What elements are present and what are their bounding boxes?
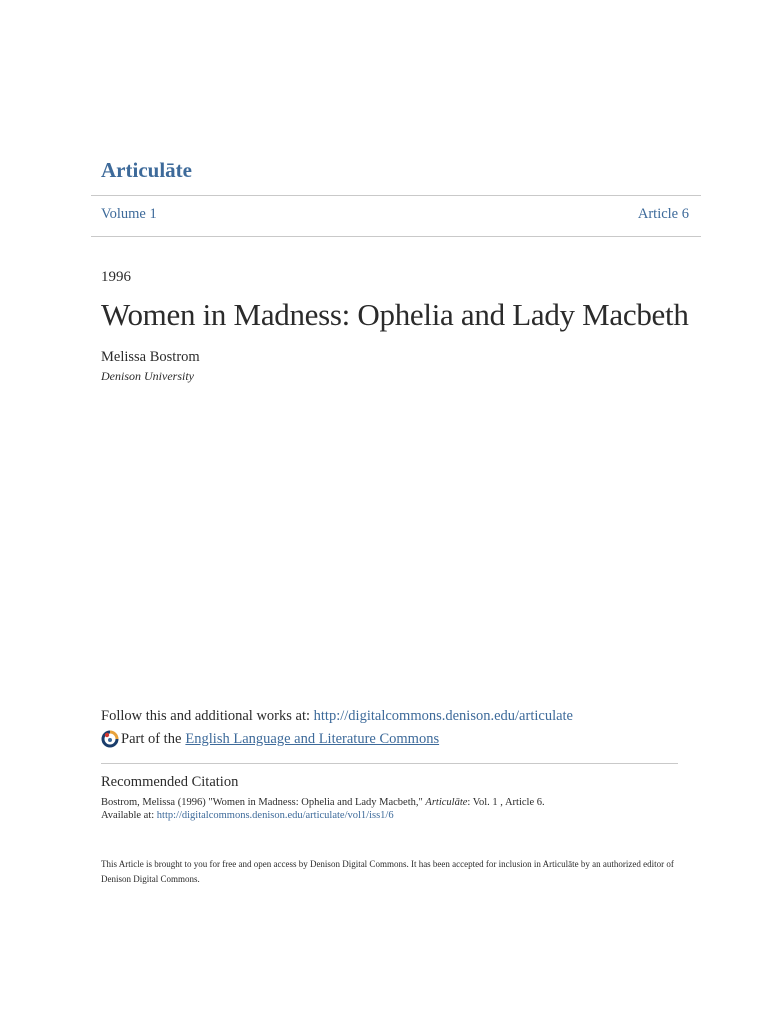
citation-journal: Articulāte [425,797,468,808]
follow-prefix: Follow this and additional works at: [101,708,314,724]
available-url-link[interactable]: http://digitalcommons.denison.edu/articulate/vol1/iss1/6 [156,810,394,821]
available-label: Available at: [101,810,157,821]
journal-title-link[interactable]: Articulāte [101,158,192,182]
access-statement: This Article is brought to you for free and open access by Denison Digital Commons. It has been accepted for inclusion in Articulāte by an authorized editor of Denison Digital Commons. [101,859,674,884]
author-name: Melissa Bostrom [101,349,200,365]
part-of-line [101,730,439,748]
author-institution: Denison University [101,369,194,383]
citation-text-after: : Vol. 1 , Article 6. [467,797,545,808]
publication-year: 1996 [101,269,131,285]
citation-text-before: Bostrom, Melissa (1996) "Women in Madness: Ophelia and Lady Macbeth," [101,797,426,808]
follow-url-link[interactable]: http://digitalcommons.denison.edu/articulate [313,708,573,724]
header-divider-top [91,195,701,196]
volume-link[interactable]: Volume 1 [101,206,157,222]
citation-text [101,797,545,808]
commons-discipline-link[interactable]: English Language and Literature Commons [185,730,440,747]
part-of-prefix: Part of the [121,730,182,747]
article-title: Women in Madness: Ophelia and Lady Macbeth [101,297,689,332]
header-divider-bottom [91,236,701,237]
recommended-citation-heading: Recommended Citation [101,774,239,790]
follow-line [101,708,573,725]
digital-commons-network-icon [101,730,119,748]
citation-divider [101,763,678,764]
article-link[interactable]: Article 6 [637,206,689,222]
available-at-line [101,810,394,821]
